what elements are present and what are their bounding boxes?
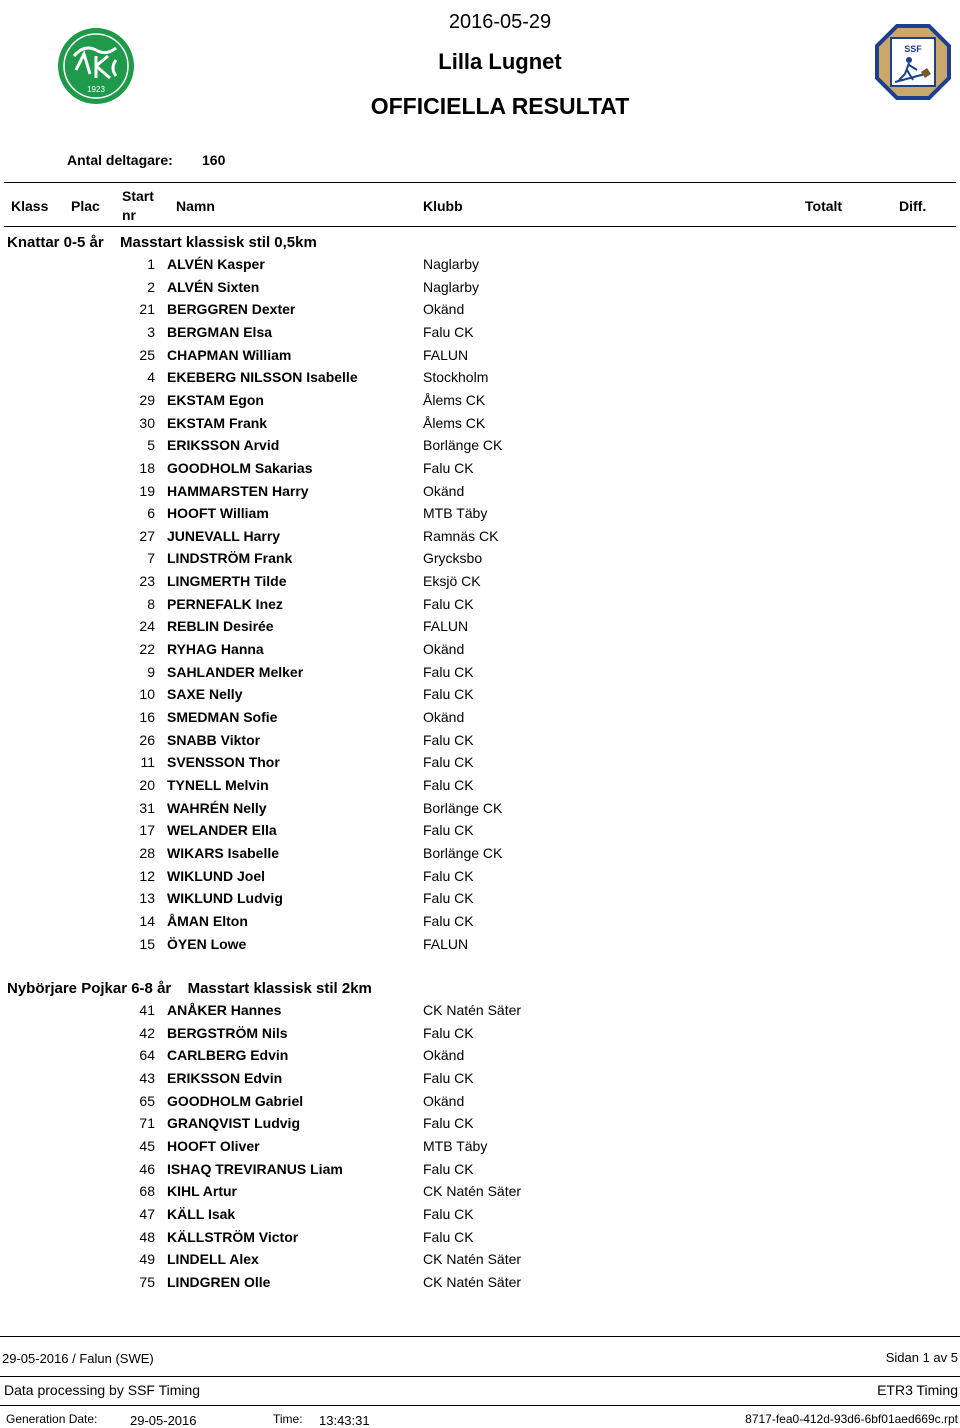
result-row	[0, 732, 960, 754]
club-name: Falu CK	[423, 595, 474, 612]
footer-divider	[0, 1405, 960, 1406]
start-number: 45	[139, 1137, 155, 1154]
result-row	[0, 1093, 960, 1115]
club-name: Borlänge CK	[423, 844, 503, 861]
athlete-name: KÄLLSTRÖM Victor	[167, 1228, 299, 1245]
result-row	[0, 460, 960, 482]
club-name: Falu CK	[423, 686, 474, 703]
club-name: Okänd	[423, 1047, 465, 1064]
athlete-name: KIHL Artur	[167, 1183, 237, 1200]
start-number: 19	[139, 482, 155, 499]
column-start-line1: Start	[122, 188, 154, 204]
event-name: Lilla Lugnet	[438, 49, 562, 74]
athlete-name: WIKLUND Ludvig	[167, 890, 283, 907]
club-name: Falu CK	[423, 776, 474, 793]
footer-time-label: Time:	[273, 1412, 303, 1426]
athlete-name: BERGMAN Elsa	[167, 323, 273, 340]
class-name: Nybörjare Pojkar 6-8 år	[7, 980, 172, 997]
result-row	[0, 256, 960, 278]
athlete-name: CARLBERG Edvin	[167, 1047, 289, 1064]
athlete-name: ANÅKER Hannes	[167, 1002, 282, 1018]
start-number: 18	[139, 459, 155, 476]
footer-time: 13:43:31	[319, 1413, 370, 1428]
result-row	[0, 686, 960, 708]
result-row	[0, 1115, 960, 1137]
result-row	[0, 1025, 960, 1047]
column-diff: Diff.	[899, 198, 927, 214]
athlete-name: BERGSTRÖM Nils	[167, 1024, 288, 1041]
result-row	[0, 1161, 960, 1183]
athlete-name: GOODHOLM Gabriel	[167, 1092, 304, 1109]
club-name: Falu CK	[423, 663, 474, 680]
start-number: 75	[139, 1273, 155, 1290]
result-row	[0, 822, 960, 844]
class-section-title	[7, 234, 317, 251]
athlete-name: HOOFT Oliver	[167, 1137, 260, 1154]
result-row	[0, 709, 960, 731]
club-name: FALUN	[423, 935, 469, 952]
result-row	[0, 1070, 960, 1092]
club-name: Okänd	[423, 709, 465, 725]
athlete-name: SMEDMAN Sofie	[167, 709, 278, 725]
start-number: 28	[139, 844, 155, 861]
club-name: Ålems CK	[423, 391, 486, 408]
club-name: Falu CK	[423, 1205, 474, 1222]
club-name: Falu CK	[423, 1160, 474, 1177]
club-name: Falu CK	[423, 1115, 474, 1132]
start-number: 4	[147, 369, 155, 386]
column-start-line2: nr	[122, 207, 136, 223]
result-row	[0, 1229, 960, 1251]
club-name: Falu CK	[423, 1069, 474, 1086]
start-number: 47	[139, 1205, 155, 1222]
start-number: 41	[139, 1002, 155, 1018]
club-name: Falu CK	[423, 912, 474, 929]
header-divider-bottom	[4, 226, 956, 227]
club-name: Falu CK	[423, 754, 474, 771]
start-number: 14	[139, 912, 155, 929]
result-row	[0, 437, 960, 459]
start-number: 25	[139, 346, 155, 363]
club-name: Borlänge CK	[423, 799, 503, 816]
club-name: CK Natén Säter	[423, 1273, 522, 1290]
club-name: Okänd	[423, 641, 465, 658]
start-number: 26	[139, 731, 155, 748]
result-row	[0, 347, 960, 369]
start-number: 1	[147, 256, 155, 272]
result-row	[0, 528, 960, 550]
athlete-name: EKSTAM Egon	[167, 391, 264, 408]
results-date: 2016-05-29	[448, 11, 552, 33]
club-name: Falu CK	[423, 890, 474, 907]
athlete-name: REBLIN Desirée	[167, 618, 274, 635]
athlete-name: SAHLANDER Melker	[167, 663, 304, 680]
column-klass: Klass	[11, 198, 49, 214]
footer-divider	[0, 1376, 960, 1377]
athlete-name: GRANQVIST Ludvig	[167, 1115, 300, 1132]
start-number: 8	[147, 595, 155, 612]
result-row	[0, 483, 960, 505]
start-number: 22	[139, 641, 155, 658]
class-name: Knattar 0-5 år	[7, 234, 104, 251]
result-row	[0, 1002, 960, 1024]
athlete-name: WIKARS Isabelle	[167, 844, 280, 861]
result-row	[0, 573, 960, 595]
athlete-name: WAHRÉN Nelly	[167, 799, 267, 816]
athlete-name: BERGGREN Dexter	[167, 301, 296, 318]
athlete-name: ÖYEN Lowe	[167, 935, 247, 952]
start-number: 29	[139, 391, 155, 408]
athlete-name: LINGMERTH Tilde	[167, 573, 287, 590]
club-name: Grycksbo	[423, 550, 483, 567]
club-name: Falu CK	[423, 822, 474, 839]
club-name: CK Natén Säter	[423, 1002, 522, 1018]
club-name: Okänd	[423, 301, 465, 318]
result-row	[0, 1206, 960, 1228]
club-name: MTB Täby	[423, 505, 488, 522]
start-number: 11	[140, 754, 155, 771]
start-number: 16	[139, 709, 155, 725]
result-row	[0, 913, 960, 935]
club-name: MTB Täby	[423, 1137, 488, 1154]
start-number: 71	[139, 1115, 155, 1132]
result-row	[0, 641, 960, 663]
participants-count: 160	[202, 152, 226, 168]
page-title: OFFICIELLA RESULTAT	[370, 93, 630, 119]
athlete-name: ERIKSSON Arvid	[167, 437, 280, 454]
header-divider-top	[4, 182, 956, 183]
athlete-name: ISHAQ TREVIRANUS Liam	[167, 1160, 343, 1177]
start-number: 9	[147, 663, 155, 680]
athlete-name: TYNELL Melvin	[167, 776, 269, 793]
result-row	[0, 1138, 960, 1160]
result-row	[0, 845, 960, 867]
result-row	[0, 1047, 960, 1069]
club-name: Naglarby	[423, 278, 480, 295]
club-name: Naglarby	[423, 256, 480, 272]
start-number: 12	[139, 867, 155, 884]
start-number: 3	[147, 323, 155, 340]
result-row	[0, 324, 960, 346]
athlete-name: SVENSSON Thor	[167, 754, 280, 771]
footer-generation-date: 29-05-2016	[130, 1413, 197, 1428]
class-section-title	[7, 980, 372, 997]
result-row	[0, 800, 960, 822]
athlete-name: PERNEFALK Inez	[167, 595, 283, 612]
athlete-name: WIKLUND Joel	[167, 867, 265, 884]
result-row	[0, 1251, 960, 1273]
club-name: Falu CK	[423, 323, 474, 340]
footer-page-number: Sidan 1 av 5	[885, 1350, 958, 1365]
start-number: 10	[139, 686, 155, 703]
result-row	[0, 618, 960, 640]
start-number: 17	[139, 822, 155, 839]
start-number: 30	[139, 414, 155, 431]
start-number: 6	[147, 505, 155, 522]
club-name: Falu CK	[423, 867, 474, 884]
athlete-name: HOOFT William	[167, 505, 269, 522]
start-number: 23	[139, 573, 155, 590]
column-start-nr	[122, 187, 154, 225]
club-name: CK Natén Säter	[423, 1183, 522, 1200]
ssf-logo	[875, 24, 951, 100]
club-name: Borlänge CK	[423, 437, 503, 454]
result-row	[0, 505, 960, 527]
column-totalt: Totalt	[805, 198, 843, 214]
result-row	[0, 868, 960, 890]
start-number: 15	[139, 935, 155, 952]
start-number: 21	[139, 301, 155, 318]
footer-report-id: 8717-fea0-412d-93d6-6bf01aed669c.rpt	[745, 1412, 958, 1426]
athlete-name: SNABB Viktor	[167, 731, 261, 748]
column-plac: Plac	[71, 198, 100, 214]
club-logo	[56, 26, 136, 106]
club-name: Falu CK	[423, 459, 474, 476]
result-row	[0, 1274, 960, 1296]
athlete-name: EKSTAM Frank	[167, 414, 268, 431]
footer-software: ETR3 Timing	[877, 1382, 958, 1398]
footer-generation-label: Generation Date:	[6, 1412, 98, 1426]
start-number: 7	[147, 550, 155, 567]
result-row	[0, 279, 960, 301]
athlete-name: KÄLL Isak	[167, 1205, 236, 1222]
footer-date-place: 29-05-2016 / Falun (SWE)	[2, 1351, 154, 1366]
athlete-name: ERIKSSON Edvin	[167, 1069, 283, 1086]
club-name: Ramnäs CK	[423, 527, 499, 544]
athlete-name: LINDGREN Olle	[167, 1273, 271, 1290]
club-name: Eksjö CK	[423, 573, 481, 590]
athlete-name: ÅMAN Elton	[167, 912, 248, 929]
result-row	[0, 596, 960, 618]
club-name: Okänd	[423, 1092, 465, 1109]
athlete-name: HAMMARSTEN Harry	[167, 482, 309, 499]
athlete-name: ALVÉN Kasper	[167, 256, 265, 272]
result-row	[0, 301, 960, 323]
club-name: Stockholm	[423, 369, 489, 386]
club-name: FALUN	[423, 618, 469, 635]
club-name: FALUN	[423, 346, 469, 363]
class-format: Masstart klassisk stil 0,5km	[120, 234, 317, 251]
result-row	[0, 754, 960, 776]
start-number: 31	[139, 799, 155, 816]
athlete-name: JUNEVALL Harry	[167, 527, 281, 544]
logo-text: SSF	[904, 44, 922, 54]
club-name: Ålems CK	[423, 414, 486, 431]
athlete-name: RYHAG Hanna	[167, 641, 264, 658]
logo-year: 1923	[87, 85, 105, 94]
footer-processing: Data processing by SSF Timing	[4, 1382, 201, 1398]
athlete-name: SAXE Nelly	[167, 686, 243, 703]
athlete-name: LINDELL Alex	[167, 1251, 259, 1268]
athlete-name: EKEBERG NILSSON Isabelle	[167, 369, 358, 386]
start-number: 46	[139, 1160, 155, 1177]
result-row	[0, 890, 960, 912]
start-number: 42	[139, 1024, 155, 1041]
club-name: Okänd	[423, 482, 465, 499]
column-klubb: Klubb	[423, 198, 463, 214]
footer-divider	[0, 1336, 960, 1337]
start-number: 64	[139, 1047, 155, 1064]
start-number: 13	[139, 890, 155, 907]
result-row	[0, 1183, 960, 1205]
start-number: 65	[139, 1092, 155, 1109]
club-name: Falu CK	[423, 731, 474, 748]
result-row	[0, 392, 960, 414]
result-row	[0, 550, 960, 572]
athlete-name: GOODHOLM Sakarias	[167, 459, 313, 476]
class-format: Masstart klassisk stil 2km	[187, 980, 372, 997]
club-name: Falu CK	[423, 1228, 474, 1245]
result-row	[0, 664, 960, 686]
result-row	[0, 369, 960, 391]
club-name: Falu CK	[423, 1024, 474, 1041]
start-number: 20	[139, 776, 155, 793]
club-name: CK Natén Säter	[423, 1251, 522, 1268]
result-row	[0, 936, 960, 958]
start-number: 43	[139, 1069, 155, 1086]
athlete-name: WELANDER Ella	[167, 822, 277, 839]
start-number: 24	[139, 618, 155, 635]
athlete-name: ALVÉN Sixten	[167, 278, 260, 295]
start-number: 27	[139, 527, 155, 544]
athlete-name: LINDSTRÖM Frank	[167, 550, 293, 567]
start-number: 5	[147, 437, 155, 454]
start-number: 48	[139, 1228, 155, 1245]
start-number: 2	[147, 278, 155, 295]
start-number: 49	[139, 1251, 155, 1268]
result-row	[0, 777, 960, 799]
athlete-name: CHAPMAN William	[167, 346, 292, 363]
result-row	[0, 415, 960, 437]
start-number: 68	[139, 1183, 155, 1200]
column-namn: Namn	[176, 198, 215, 214]
participants-label: Antal deltagare:	[67, 152, 173, 168]
